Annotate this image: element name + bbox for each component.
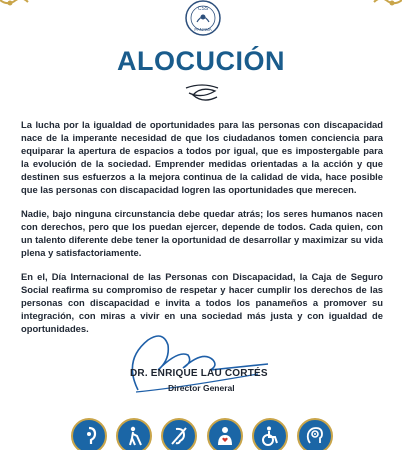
blind-cane-icon [116,418,152,450]
paragraph: En el, Día Internacional de las Personas con Discapacidad, la Caja de Seguro Social reafirma su compromiso de respetar y hacer cumplir los derechos de las personas con discapacidad e invita a todos los panameños a promover su integración, con miras a vivir en una sociedad más justa y con igualdad de oportunidades. [21,271,383,334]
calligraphic-ornament [183,82,221,104]
svg-text:CSS: CSS [197,6,209,12]
disability-icons-row [71,418,333,450]
gold-corner-ornament-left [0,0,30,10]
wheelchair-icon [252,418,288,450]
person-heart-icon [207,418,243,450]
signer-role: Director General [168,383,235,393]
gold-corner-ornament-right [372,0,402,10]
css-seal-logo [181,0,225,40]
hearing-impaired-icon [71,418,107,450]
signer-name: DR. ENRIQUE LAU CORTÉS [130,368,268,379]
paragraph: La lucha por la igualdad de oportunidades para las personas con discapacidad nace de la imperante necesidad de que los ciudadanos tomen conciencia para equiparar la apertura de espacios a todos por igual, que es impostergable para la evolución de la sociedad. Emprender medidas orientadas a la acción y que destinen sus esfuerzos a la mejora continua de la calidad de vida, hace posible que las personas con discapacidad logren las oportunidades que merecen. [21,119,383,195]
document-title: ALOCUCIÓN [117,46,285,76]
document-body [21,118,383,346]
deaf-icon [161,418,197,450]
paragraph: Nadie, bajo ninguna circunstancia debe quedar atrás; los seres humanos nacen con derechos, pero que los puedan ejercer, depende de todos. Cada quien, con un talento diferente debe tener la oportunidad de desarrollar y maximizar su vida plena y satisfactoriamente. [21,208,383,258]
cognitive-gears-icon [297,418,333,450]
svg-text:PANAMA: PANAMA [194,27,212,32]
